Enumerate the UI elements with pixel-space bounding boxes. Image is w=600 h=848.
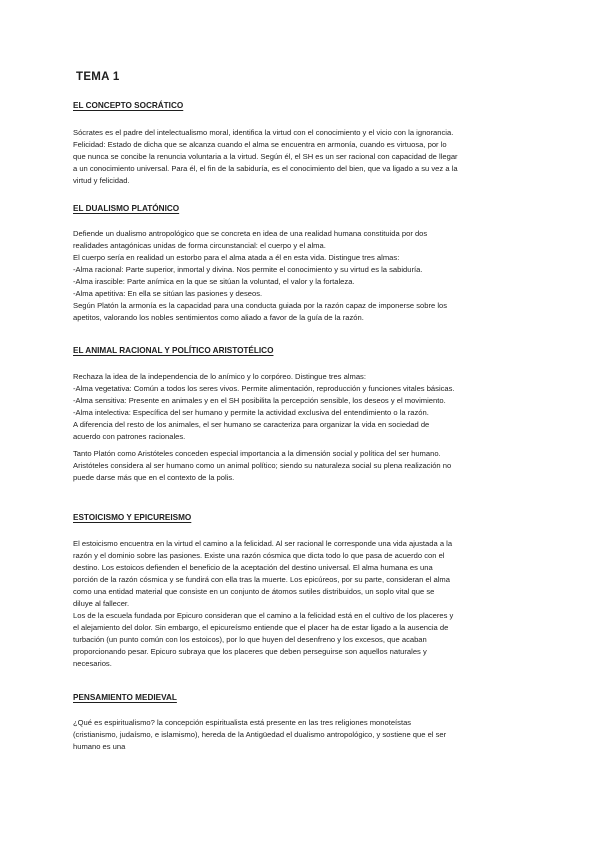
text-line: proporcionando pesar. Epicuro subraya que los placeres que deben perseguirse son aquellos naturales y bbox=[73, 647, 427, 656]
section-heading-concepto-socratico: EL CONCEPTO SOCRÁTICO bbox=[73, 101, 184, 110]
text-line: como una entidad material que consiste en un conjunto de átomos sutiles distribuidos, un soplo vital que se bbox=[73, 587, 435, 596]
section-heading-dualismo-platonico: EL DUALISMO PLATÓNICO bbox=[73, 204, 180, 213]
text-line: porción de la razón cósmica y se fundirá con ella tras la muerte. Los epicúreos, por su parte, consideran el alma bbox=[73, 575, 450, 584]
text-line: virtud y felicidad. bbox=[73, 176, 130, 185]
text-line: Tanto Platón como Aristóteles conceden especial importancia a la dimensión social y política del ser humano. bbox=[73, 449, 441, 458]
text-line: Según Platón la armonía es la capacidad para una conducta guiada por la razón capaz de imponerse sobre los bbox=[73, 301, 448, 310]
text-line: ¿Qué es espiritualismo? la concepción espiritualista está presente en las tres religiones monoteístas bbox=[73, 718, 412, 727]
document-title: TEMA 1 bbox=[76, 71, 120, 83]
text-line: Defiende un dualismo antropológico que se concreta en idea de una realidad humana constituida por dos bbox=[73, 229, 428, 238]
text-line: -Alma irascible: Parte anímica en la que se sitúan la voluntad, el valor y la fortaleza. bbox=[73, 277, 355, 286]
paragraph-concepto-socratico bbox=[73, 127, 533, 187]
text-line: realidades antagónicas unidas de forma circunstancial: el cuerpo y el alma. bbox=[73, 241, 326, 250]
text-line: Felicidad: Estado de dicha que se alcanza cuando el alma se encuentra en armonía, cuando es virtuosa, por lo bbox=[73, 140, 447, 149]
paragraph-animal-racional bbox=[73, 371, 533, 443]
text-line: humano es una bbox=[73, 742, 126, 751]
paragraph-estoicismo bbox=[73, 538, 533, 670]
text-line: a un conocimiento universal. Para él, el fin de la sabiduría, es el conocimiento del bien, que va ligado a su vez a la bbox=[73, 164, 458, 173]
text-line: diluye al fallecer. bbox=[73, 599, 130, 608]
text-line: Rechaza la idea de la independencia de lo anímico y lo corpóreo. Distingue tres almas: bbox=[73, 372, 366, 381]
text-line: -Alma vegetativa: Común a todos los seres vivos. Permite alimentación, reproducción y funciones vitales básicas. bbox=[73, 384, 455, 393]
text-line: razón y el dominio sobre las pasiones. Existe una razón cósmica que dicta todo lo que pasa de acuerdo con el bbox=[73, 551, 445, 560]
text-line: Los de la escuela fundada por Epicuro consideran que el camino a la felicidad está en el cultivo de los placeres y bbox=[73, 611, 454, 620]
section-heading-estoicismo: ESTOICISMO Y EPICUREISMO bbox=[73, 513, 192, 522]
text-line: Aristóteles considera al ser humano como un animal político; siendo su naturaleza social su plena realización no bbox=[73, 461, 452, 470]
paragraph-dualismo-platonico bbox=[73, 228, 533, 324]
text-line: -Alma racional: Parte superior, inmortal y divina. Nos permite el conocimiento y su virtud es la sabiduría. bbox=[73, 265, 423, 274]
section-heading-animal-racional: EL ANIMAL RACIONAL Y POLÍTICO ARISTOTÉLICO bbox=[73, 346, 274, 355]
text-line: puede darse más que en el contexto de la polis. bbox=[73, 473, 235, 482]
text-line: que nunca se concibe la renuncia voluntaria a la virtud. Según él, el SH es un ser racional con capacidad de llegar bbox=[73, 152, 458, 161]
text-line: -Alma sensitiva: Presente en animales y en el SH posibilita la percepción sensible, los deseos y el movimiento. bbox=[73, 396, 446, 405]
paragraph-pensamiento-medieval bbox=[73, 717, 533, 753]
text-line: Sócrates es el padre del intelectualismo moral, identifica la virtud con el conocimiento y el vicio con la ignorancia. bbox=[73, 128, 454, 137]
text-line: -Alma apetitiva: En ella se sitúan las pasiones y deseos. bbox=[73, 289, 263, 298]
text-line: apetitos, valorando los nobles sentimientos como aliado a favor de la guía de la razón. bbox=[73, 313, 364, 322]
text-line: destino. Los estoicos defienden el beneficio de la aceptación del destino universal. El alma humana es una bbox=[73, 563, 433, 572]
text-line: necesarios. bbox=[73, 659, 112, 668]
text-line: turbación (un punto común con los estoicos), por lo que huyen del desenfreno y los excesos, que acaban bbox=[73, 635, 427, 644]
text-line: El estoicismo encuentra en la virtud el camino a la felicidad. Al ser racional le corresponde una vida ajustada a la bbox=[73, 539, 453, 548]
section-heading-pensamiento-medieval: PENSAMIENTO MEDIEVAL bbox=[73, 693, 177, 702]
text-line: (cristianismo, judaísmo, e islamismo), hereda de la Antigüedad el dualismo antropológico, y sostiene que el ser bbox=[73, 730, 447, 739]
text-line: acuerdo con patrones racionales. bbox=[73, 432, 186, 441]
paragraph-platon-aristoteles bbox=[73, 448, 533, 484]
text-line: A diferencia del resto de los animales, el ser humano se caracteriza para organizar la vida en sociedad de bbox=[73, 420, 430, 429]
text-line: -Alma intelectiva: Específica del ser humano y permite la actividad exclusiva del entendimiento o la razón. bbox=[73, 408, 429, 417]
text-line: El cuerpo sería en realidad un estorbo para el alma atada a él en esta vida. Distingue tres almas: bbox=[73, 253, 400, 262]
text-line: el alejamiento del dolor. Sin embargo, el epicureísmo entiende que el placer ha de estar ligado a la ausencia de bbox=[73, 623, 449, 632]
